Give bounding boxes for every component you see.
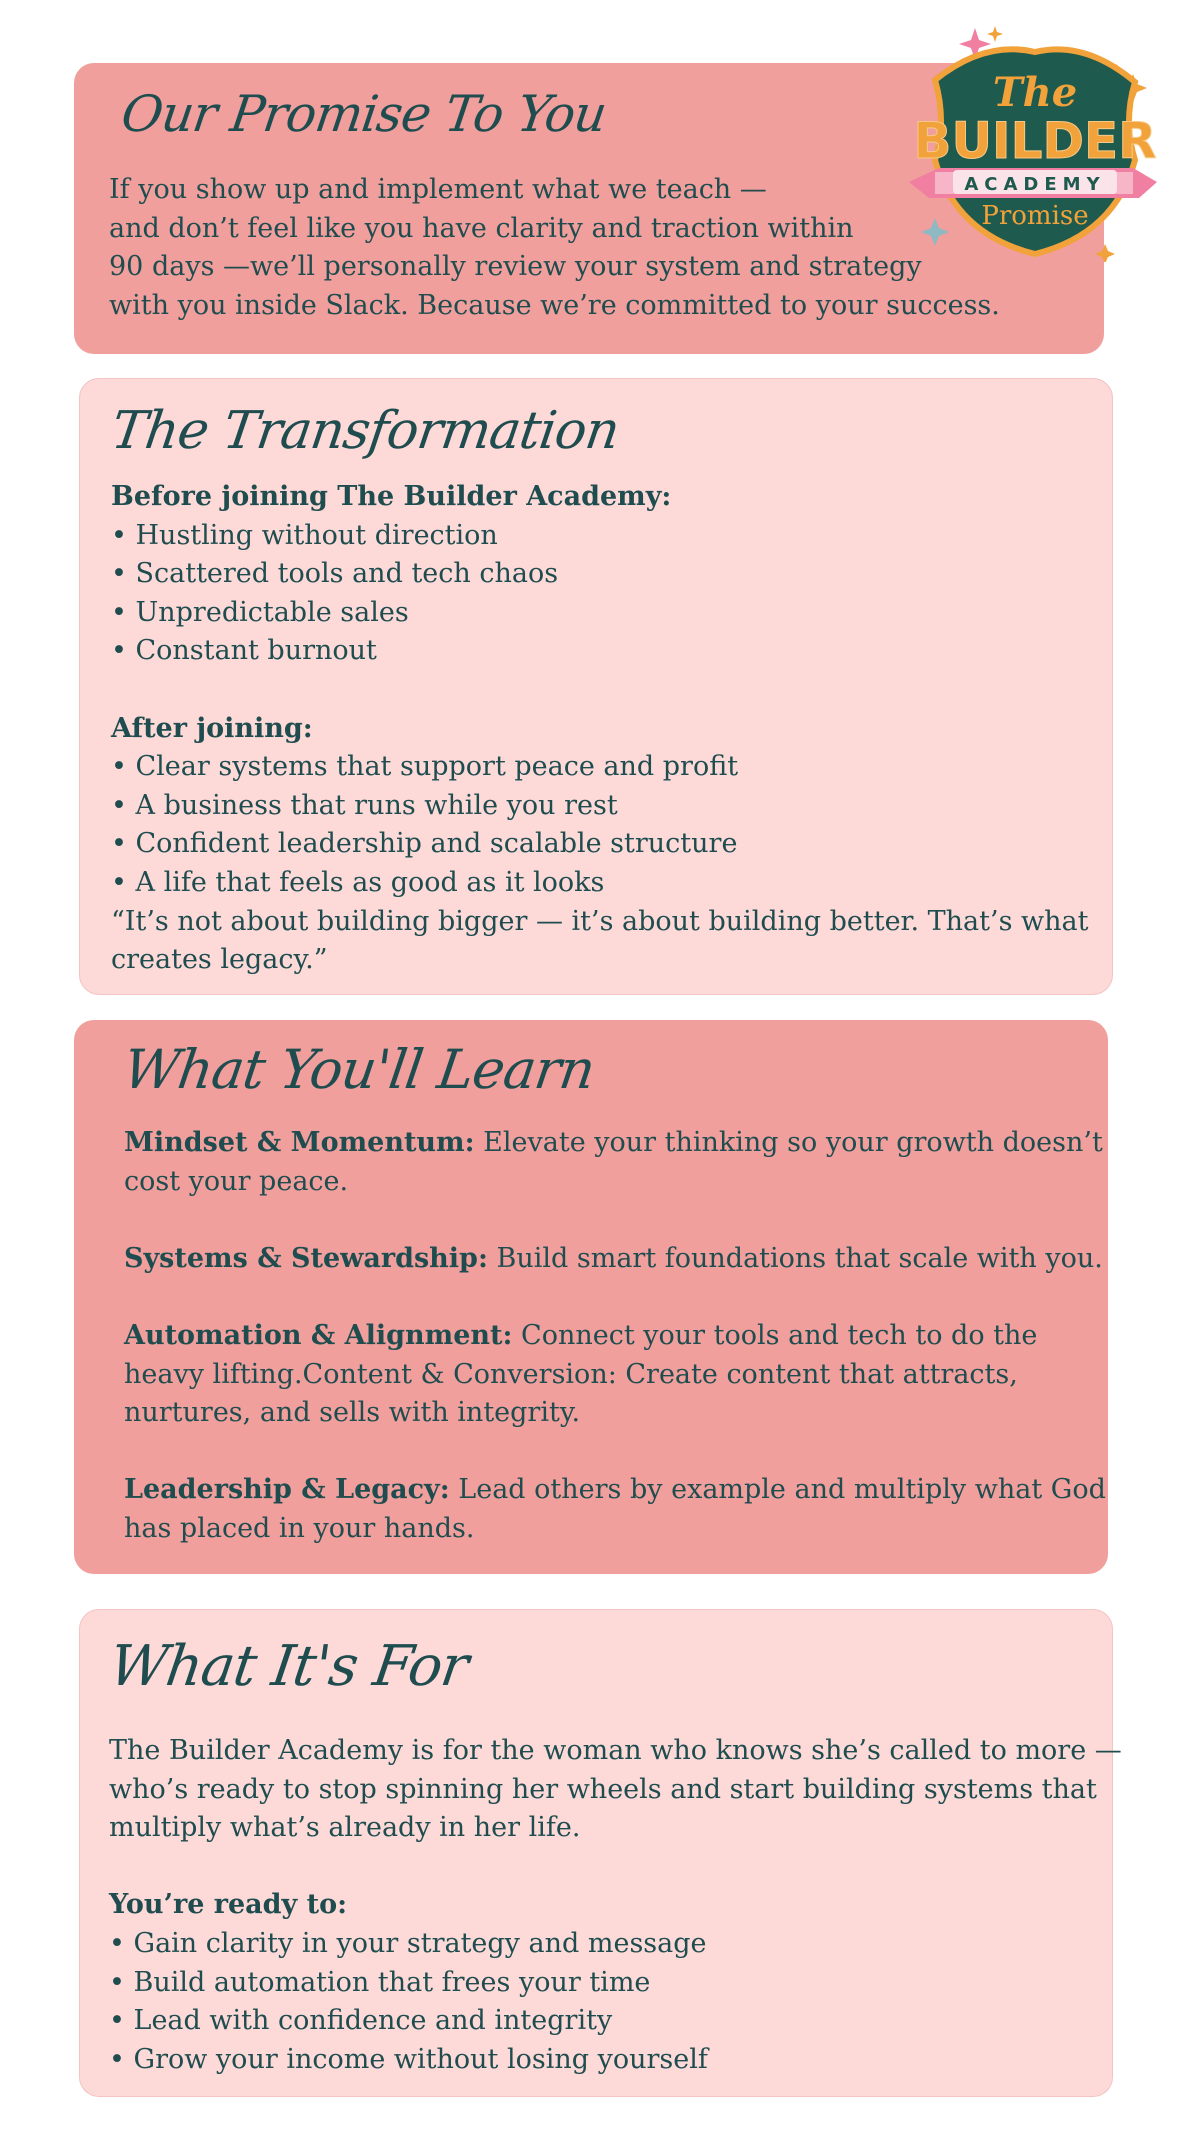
learn-item-desc: Elevate your thinking so your growth doesn’t (474, 1127, 1103, 1158)
before-item: • Unpredictable sales (111, 596, 409, 628)
after-heading: After joining: (111, 712, 313, 744)
learn-item-desc: Connect your tools and tech to do the (512, 1319, 1038, 1351)
transformation-card (79, 378, 1113, 995)
ready-item: • Grow your income without losing yourself (109, 2043, 708, 2075)
for-intro-line: multiply what’s already in her life. (109, 1812, 581, 1844)
transformation-text (111, 478, 1088, 980)
sparkle-icon (1095, 244, 1115, 262)
promise-line: 90 days —we’ll personally review your system and strategy (109, 251, 922, 283)
learn-title: What You'll Learn (119, 1038, 599, 1101)
badge-promise: Promise (981, 201, 1089, 231)
after-item: • Clear systems that support peace and profit (111, 751, 739, 783)
learn-item-desc: Build smart foundations that scale with you. (487, 1242, 1103, 1274)
for-card (79, 1609, 1122, 2097)
transformation-title: The Transformation (107, 401, 623, 461)
learn-item (124, 1471, 1106, 1510)
after-item: • Confident leadership and scalable structure (111, 828, 738, 860)
sparkle-icon (987, 26, 1003, 42)
for-intro-line: who’s ready to stop spinning her wheels and start building systems that (109, 1773, 1097, 1805)
for-intro-line: The Builder Academy is for the woman who knows she’s called to more — (109, 1735, 1122, 1766)
ready-item: • Gain clarity in your strategy and message (109, 1927, 707, 1959)
badge-builder: BUILDER (913, 112, 1157, 170)
before-item: • Hustling without direction (111, 519, 498, 551)
before-item: • Scattered tools and tech chaos (111, 558, 559, 590)
learn-item-desc: nurtures, and sells with integrity. (124, 1397, 581, 1429)
promise-line: If you show up and implement what we teach — (109, 174, 767, 205)
after-item: • A business that runs while you rest (111, 789, 618, 821)
promise-line: with you inside Slack. Because we’re committed to your success. (109, 289, 1000, 321)
promise-title: Our Promise To You (117, 85, 610, 143)
before-heading: Before joining The Builder Academy: (111, 481, 672, 512)
learn-item-label: Leadership & Legacy: (124, 1474, 450, 1506)
sparkle-icon (921, 218, 949, 246)
before-item: • Constant burnout (111, 635, 377, 667)
for-text (109, 1732, 1122, 2079)
learn-item-desc: Lead others by example and multiply what God (449, 1474, 1106, 1506)
badge-the: The (992, 69, 1078, 116)
promise-text (109, 171, 1000, 325)
ready-item: • Build automation that frees your time (109, 1966, 651, 1998)
badge-academy: ACADEMY (964, 174, 1106, 195)
promise-line: and don’t feel like you have clarity and traction within (109, 212, 854, 244)
after-item: • A life that feels as good as it looks (111, 866, 605, 898)
quote-line: “It’s not about building bigger — it’s about building better. That’s what (111, 905, 1089, 937)
learn-item-label: Automation & Alignment: (124, 1319, 513, 1351)
ready-item: • Lead with confidence and integrity (109, 2005, 613, 2037)
for-title: What It's For (105, 1634, 472, 1699)
builder-academy-badge-logo (895, 22, 1170, 262)
quote-line: creates legacy.” (111, 944, 328, 976)
ready-heading: You’re ready to: (109, 1889, 348, 1921)
learn-text (124, 1124, 1106, 1549)
learn-item-desc: heavy lifting.Content & Conversion: Create content that attracts, (124, 1358, 1018, 1390)
learn-item-desc: has placed in your hands. (124, 1512, 475, 1544)
learn-item (124, 1317, 1106, 1356)
learn-item-label: Mindset & Momentum: (124, 1127, 475, 1158)
learn-card (74, 1020, 1108, 1574)
learn-item-label: Systems & Stewardship: (124, 1242, 488, 1274)
learn-item (124, 1124, 1106, 1163)
learn-item-desc: cost your peace. (124, 1165, 349, 1197)
learn-item (124, 1240, 1106, 1279)
